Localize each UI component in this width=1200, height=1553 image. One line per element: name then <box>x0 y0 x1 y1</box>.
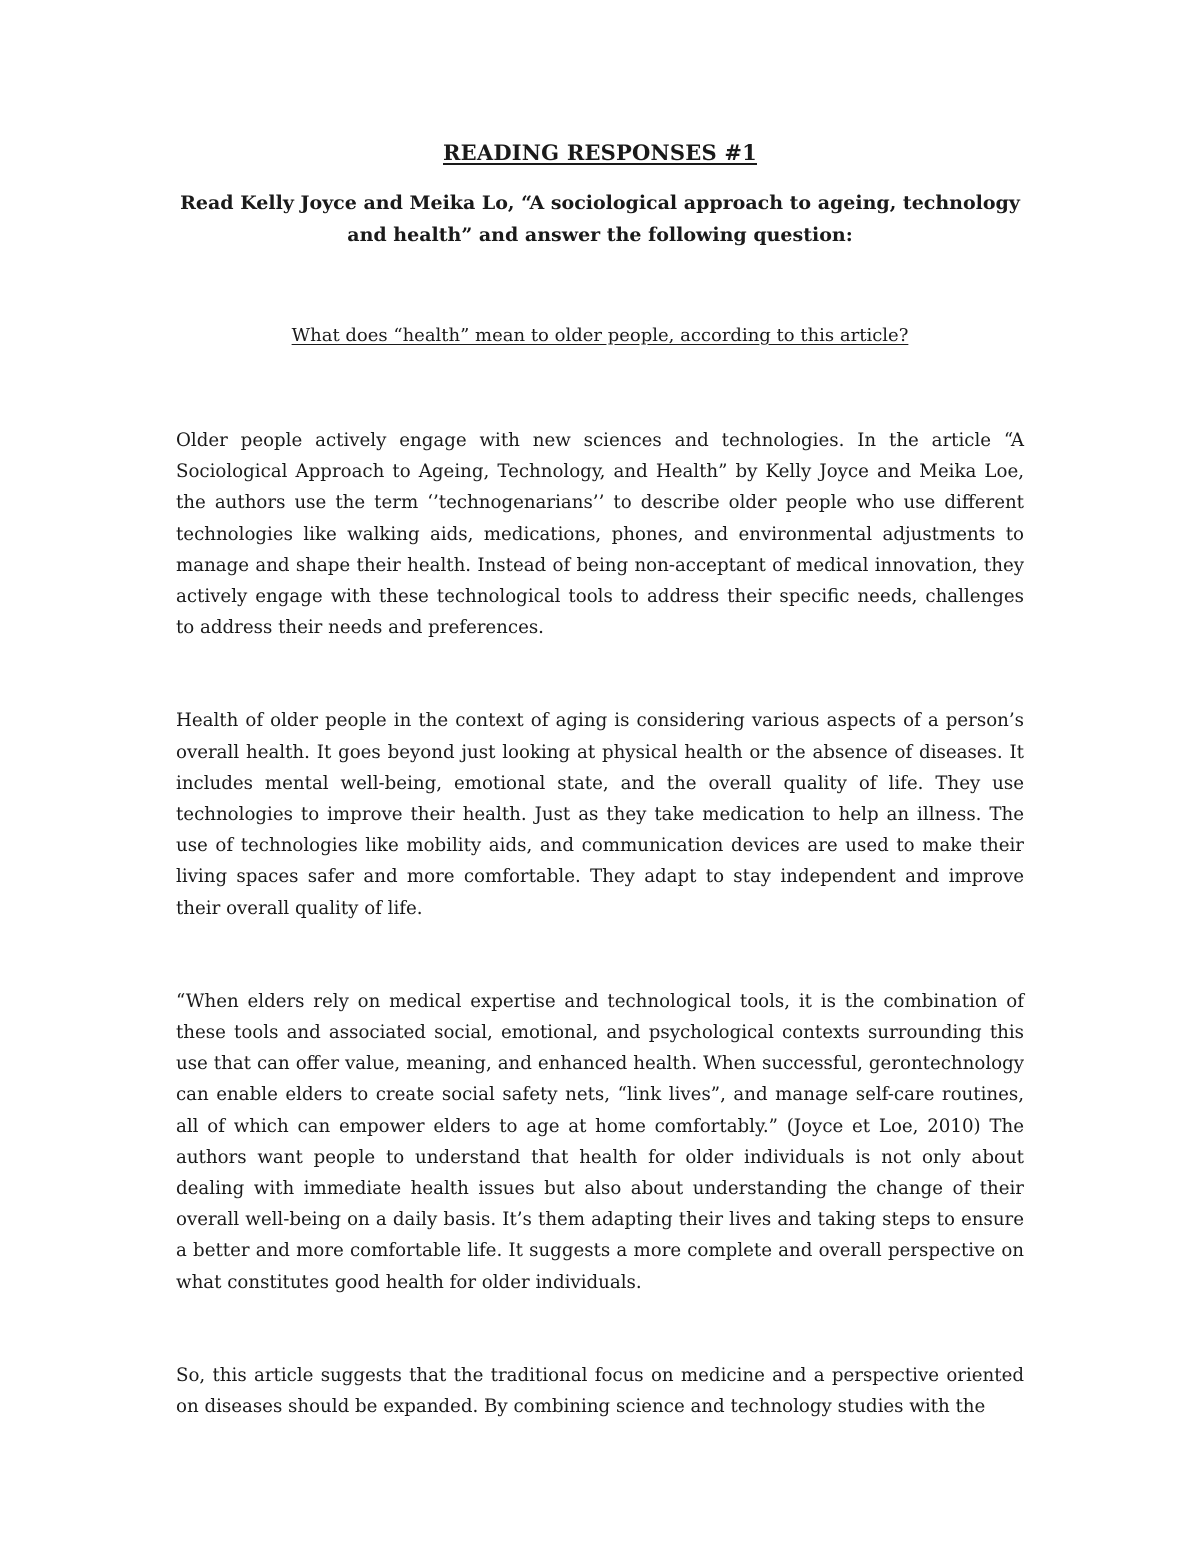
assignment-question: What does “health” mean to older people, according to this article? <box>291 325 909 346</box>
assignment-instructions: Read Kelly Joyce and Meika Lo, “A sociological approach to ageing, technology and health” and answer the following question: <box>180 192 1020 246</box>
paragraph-3: “When elders rely on medical expertise and technological tools, it is the combination of these tools and associated social, emotional, and psychological contexts surrounding this use that can offer value, meaning, and enhanced health. When successful, gerontechnology can enable elders to create social safety nets, “link lives”, and manage self-care routines, all of which can empower elders to age at home comfortably.” (Joyce et Loe, 2010) The authors want people to understand that health for older individuals is not only about dealing with immediate health issues but also about understanding the change of their overall well-being on a daily basis. It’s them adapting their lives and taking steps to ensure a better and more comfortable life. It suggests a more complete and overall perspective on what constitutes good health for older individuals. <box>176 990 1024 1293</box>
document-title: READING RESPONSES #1 <box>443 140 757 165</box>
paragraph-4: So, this article suggests that the traditional focus on medicine and a perspective oriented on diseases should be expanded. By combining science and technology studies with the <box>176 1364 1024 1418</box>
document-page <box>176 140 1024 1422</box>
paragraph-1: Older people actively engage with new sciences and technologies. In the article “A Sociological Approach to Ageing, Technology, and Health” by Kelly Joyce and Meika Loe, the authors use the term ‘’technogenarians’’ to describe older people who use different technologies like walking aids, medications, phones, and environmental adjustments to manage and shape their health. Instead of being non-acceptant of medical innovation, they actively engage with these technological tools to address their specific needs, challenges to address their needs and preferences. <box>176 430 1024 639</box>
paragraph-2: Health of older people in the context of aging is considering various aspects of a person’s overall health. It goes beyond just looking at physical health or the absence of diseases. It includes mental well-being, emotional state, and the overall quality of life. They use technologies to improve their health. Just as they take medication to help an illness. The use of technologies like mobility aids, and communication devices are used to make their living spaces safer and more comfortable. They adapt to stay independent and improve their overall quality of life. <box>176 710 1024 919</box>
